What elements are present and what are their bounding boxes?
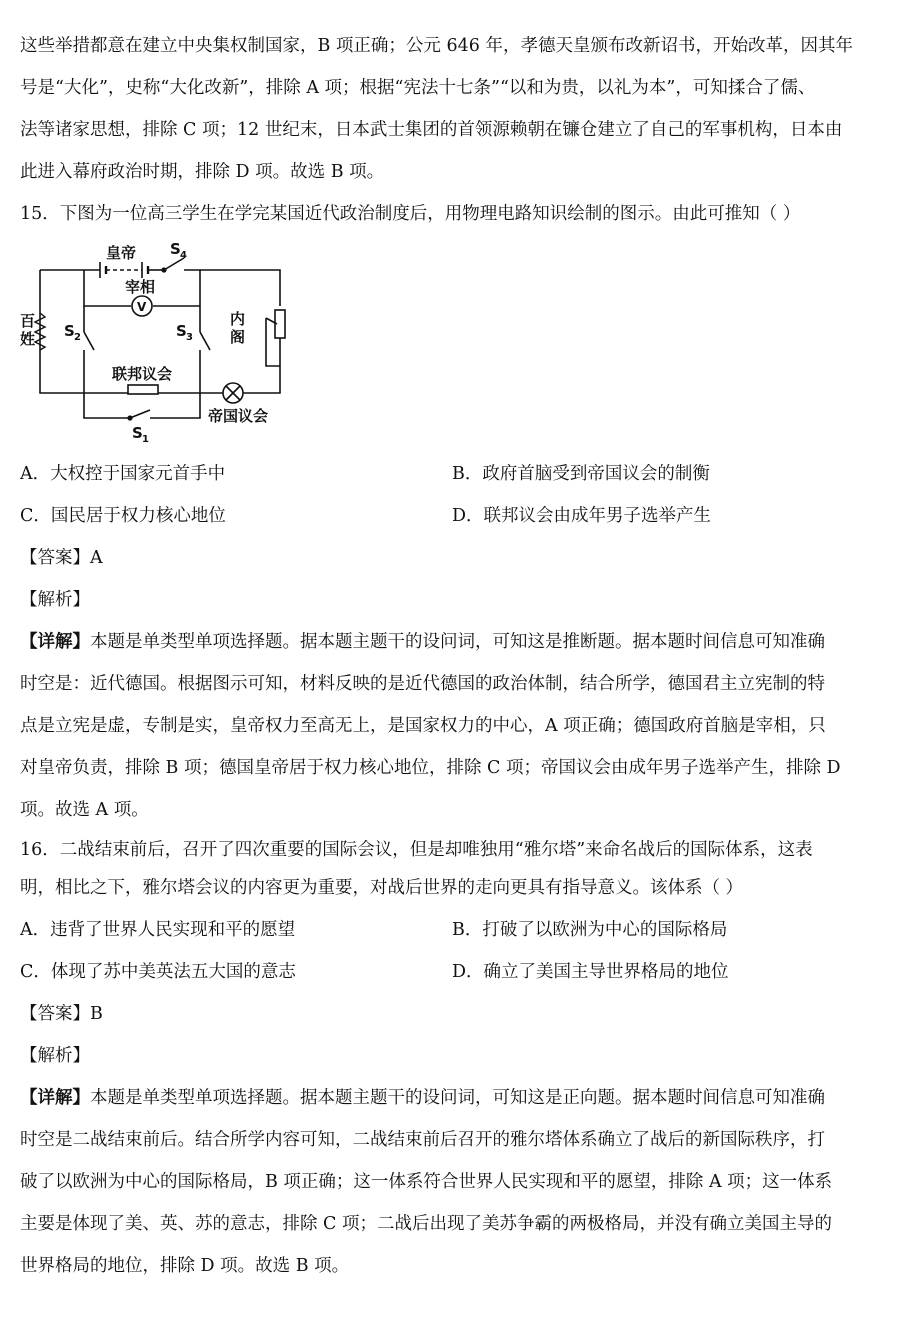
label-chancellor: 宰相 [125, 278, 156, 296]
q15-option-b: B．政府首脑受到帝国议会的制衡 [452, 464, 710, 484]
intro-line-1: 这些举措都意在建立中央集权制国家，B 项正确；公元 646 年，孝德天皇颁布改新诏书，开始改革，因其年 [20, 36, 853, 56]
q15-detail-line-2: 时空是：近代德国。根据图示可知，材料反映的是近代德国的政治体制，结合所学，德国君主立宪制的特 [20, 674, 825, 694]
intro-line-2: 号是“大化”，史称“大化改新”，排除 A 项；根据“宪法十七条”“以和为贵，以礼为本”，可知揉合了儒、 [20, 78, 816, 98]
q16-answer-value: B [90, 1004, 103, 1024]
q15-option-a: A．大权控于国家元首手中 [20, 464, 226, 484]
q16-detail-line-3: 破了以欧洲为中心的国际格局，B 项正确；这一体系符合世界人民实现和平的愿望，排除 A 项；这一体系 [20, 1172, 833, 1192]
label-s1-sub: 1 [142, 434, 149, 445]
label-meter: V [137, 300, 147, 314]
q15-answer-value: A [90, 548, 103, 568]
intro-line-3: 法等诸家思想，排除 C 项；12 世纪末，日本武士集团的首领源赖朝在镰仓建立了自己的军事机构，日本由 [20, 120, 843, 140]
q16-option-a: A．违背了世界人民实现和平的愿望 [20, 920, 296, 940]
q15-detail-text-1: 本题是单类型单项选择题。据本题主题干的设问词，可知这是推断题。据本题时间信息可知准确 [90, 632, 825, 652]
circuit-diagram [18, 238, 288, 448]
q16-detail-line-5: 世界格局的地位，排除 D 项。故选 B 项。 [20, 1256, 350, 1276]
q16-detail-text-1: 本题是单类型单项选择题。据本题主题干的设问词，可知这是正向题。据本题时间信息可知准确 [90, 1088, 825, 1108]
label-s3: S [176, 322, 187, 340]
q16-detail-line-1 [20, 1086, 882, 1110]
q16-stem-line-1: 16．二战结束前后，召开了四次重要的国际会议，但是却唯独用“雅尔塔”来命名战后的国际体系，这表 [20, 840, 813, 860]
q15-option-d: D．联邦议会由成年男子选举产生 [452, 506, 712, 526]
q15-detail-label: 【详解】 [20, 632, 90, 652]
q16-answer-label: 【答案】 [20, 1004, 90, 1024]
q16-detail-line-2: 时空是二战结束前后。结合所学内容可知，二战结束前后召开的雅尔塔体系确立了战后的新国际秩序，打 [20, 1130, 825, 1150]
q15-answer-label: 【答案】 [20, 548, 90, 568]
q16-option-d: D．确立了美国主导世界格局的地位 [452, 962, 729, 982]
label-people-2: 姓 [20, 330, 36, 348]
q15-stem: 15．下图为一位高三学生在学完某国近代政治制度后，用物理电路知识绘制的图示。由此可推知（ ） [20, 204, 801, 224]
q16-detail-label: 【详解】 [20, 1088, 90, 1108]
label-cabinet-1: 内 [230, 310, 246, 328]
label-people-1: 百 [20, 312, 36, 330]
label-s4-sub: 4 [180, 250, 187, 261]
q15-detail-line-1 [20, 630, 882, 654]
q16-analysis-label: 【解析】 [20, 1046, 90, 1066]
label-s3-sub: 3 [186, 332, 193, 343]
intro-line-4: 此进入幕府政治时期，排除 D 项。故选 B 项。 [20, 162, 385, 182]
label-s2: S [64, 322, 75, 340]
q16-option-b: B．打破了以欧洲为中心的国际格局 [452, 920, 728, 940]
label-s4: S [170, 240, 181, 258]
label-emperor: 皇帝 [106, 244, 137, 262]
q15-answer [20, 546, 882, 570]
label-s1: S [132, 424, 143, 442]
q15-detail-line-3: 点是立宪是虚，专制是实，皇帝权力至高无上，是国家权力的中心，A 项正确；德国政府首脑是宰相，只 [20, 716, 826, 736]
label-cabinet-2: 阁 [230, 328, 246, 346]
q15-analysis-label: 【解析】 [20, 590, 90, 610]
label-reichstag: 帝国议会 [208, 407, 269, 425]
label-s2-sub: 2 [74, 332, 81, 343]
q16-detail-line-4: 主要是体现了美、英、苏的意志，排除 C 项；二战后出现了美苏争霸的两极格局，并没有确立美国主导的 [20, 1214, 833, 1234]
q16-answer [20, 1002, 882, 1026]
q16-option-c: C．体现了苏中美英法五大国的意志 [20, 962, 296, 982]
label-bundesrat: 联邦议会 [112, 365, 173, 383]
q15-option-c: C．国民居于权力核心地位 [20, 506, 226, 526]
q15-detail-line-4: 对皇帝负责，排除 B 项；德国皇帝居于权力核心地位，排除 C 项；帝国议会由成年男子选举产生，排除 D [20, 758, 841, 778]
q16-stem-line-2: 明，相比之下，雅尔塔会议的内容更为重要，对战后世界的走向更具有指导意义。该体系（ ） [20, 878, 744, 898]
q15-detail-line-5: 项。故选 A 项。 [20, 800, 149, 820]
